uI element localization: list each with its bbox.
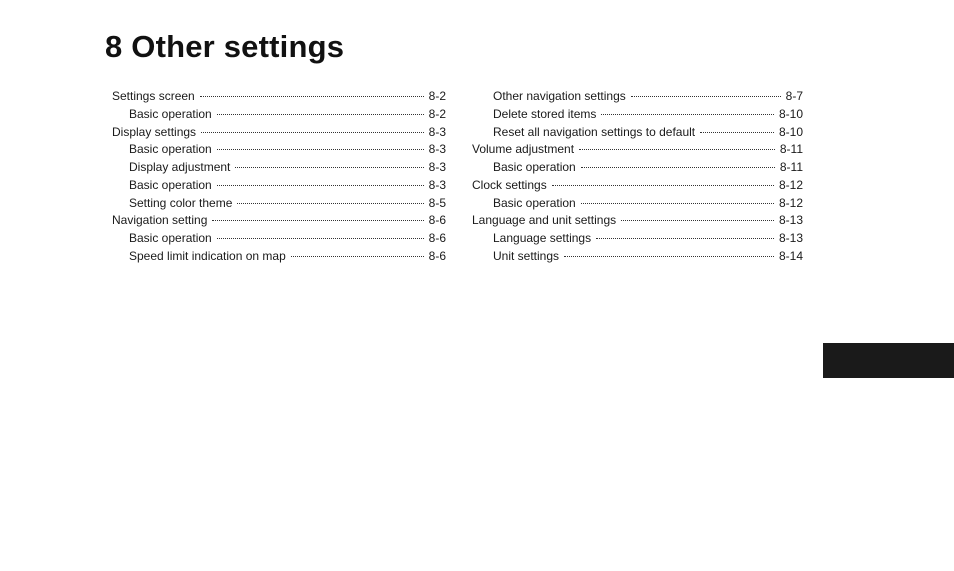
toc-entry-page: 8-6 (428, 231, 446, 245)
toc-entry[interactable] (112, 195, 446, 213)
toc-entry-label: Other navigation settings (493, 89, 626, 103)
toc-entry-label: Basic operation (493, 160, 576, 174)
toc-dot-leader (601, 114, 774, 115)
toc-entry[interactable] (112, 141, 446, 159)
toc-entry-label: Basic operation (129, 177, 212, 192)
toc-entry[interactable] (472, 159, 803, 177)
toc-entry-label: Display adjustment (129, 160, 231, 174)
toc-entry-page: 8-3 (428, 124, 446, 139)
toc-entry[interactable] (472, 88, 803, 106)
toc-entry-label: Basic operation (129, 231, 212, 245)
toc-entry[interactable] (112, 177, 446, 195)
toc-dot-leader (212, 220, 423, 221)
toc-entry[interactable] (472, 124, 803, 142)
toc-entry-page: 8-12 (778, 177, 803, 192)
toc-entry-page: 8-12 (778, 195, 803, 210)
toc-entry[interactable] (472, 177, 803, 195)
toc-dot-leader (596, 238, 774, 239)
toc-entry-label: Unit settings (493, 248, 560, 263)
toc-entry-page: 8-13 (778, 213, 803, 228)
toc-entry[interactable] (472, 230, 803, 248)
toc-entry[interactable] (112, 106, 446, 124)
toc-entry[interactable] (472, 195, 803, 213)
toc-dot-leader (235, 167, 423, 168)
toc-entry-label: Basic operation (129, 106, 212, 121)
toc-entry-page: 8-6 (428, 248, 446, 263)
toc-entry[interactable] (472, 141, 803, 159)
toc-entry[interactable] (112, 248, 446, 266)
toc-dot-leader (552, 185, 774, 186)
toc-dot-leader (291, 256, 424, 257)
toc-entry[interactable] (112, 159, 446, 177)
toc-right-column (472, 88, 803, 266)
toc-entry-page: 8-3 (428, 160, 446, 174)
toc-entry-label: Language and unit settings (472, 213, 617, 228)
toc-entry-page: 8-7 (785, 89, 803, 103)
chapter-tab (823, 343, 954, 378)
toc-entry-label: Language settings (493, 231, 592, 245)
toc-entry-label: Delete stored items (493, 106, 597, 121)
toc-entry-label: Reset all navigation settings to default (493, 124, 696, 139)
toc-entry-label: Navigation setting (112, 213, 208, 228)
toc-entry[interactable] (472, 248, 803, 266)
toc-entry-label: Settings screen (112, 89, 195, 103)
toc-dot-leader (217, 149, 424, 150)
toc-dot-leader (631, 96, 781, 97)
toc-entry-label: Setting color theme (129, 195, 233, 210)
toc-entry[interactable] (472, 106, 803, 124)
toc-entry[interactable] (112, 88, 446, 106)
toc-entry[interactable] (472, 212, 803, 230)
toc-entry-page: 8-6 (428, 213, 446, 228)
toc-entry-label: Display settings (112, 124, 197, 139)
toc-dot-leader (200, 96, 424, 97)
toc-entry-page: 8-10 (778, 124, 803, 139)
toc-dot-leader (217, 185, 424, 186)
toc-entry-page: 8-2 (428, 89, 446, 103)
toc-entry-page: 8-14 (778, 248, 803, 263)
toc-dot-leader (217, 114, 424, 115)
toc-entry[interactable] (112, 124, 446, 142)
toc-entry-label: Volume adjustment (472, 142, 575, 157)
toc-entry-page: 8-2 (428, 106, 446, 121)
toc-entry-label: Clock settings (472, 177, 547, 192)
toc-left-column (112, 88, 446, 266)
toc-entry[interactable] (112, 230, 446, 248)
toc-dot-leader (581, 167, 775, 168)
toc-entry[interactable] (112, 212, 446, 230)
toc-entry-page: 8-5 (428, 195, 446, 210)
toc-dot-leader (579, 149, 775, 150)
toc-dot-leader (217, 238, 424, 239)
toc-entry-page: 8-13 (778, 231, 803, 245)
toc-entry-label: Basic operation (129, 142, 212, 157)
toc-dot-leader (201, 132, 424, 133)
toc-entry-label: Basic operation (493, 195, 576, 210)
toc-entry-page: 8-11 (779, 160, 803, 174)
toc-dot-leader (581, 203, 774, 204)
toc-dot-leader (237, 203, 423, 204)
toc-dot-leader (700, 132, 774, 133)
toc-entry-page: 8-3 (428, 177, 446, 192)
toc-entry-page: 8-11 (779, 142, 803, 157)
page-title: 8 Other settings (105, 29, 345, 64)
toc-entry-page: 8-3 (428, 142, 446, 157)
toc-dot-leader (564, 256, 774, 257)
toc-entry-label: Speed limit indication on map (129, 248, 286, 263)
toc-entry-page: 8-10 (778, 106, 803, 121)
toc-dot-leader (621, 220, 774, 221)
